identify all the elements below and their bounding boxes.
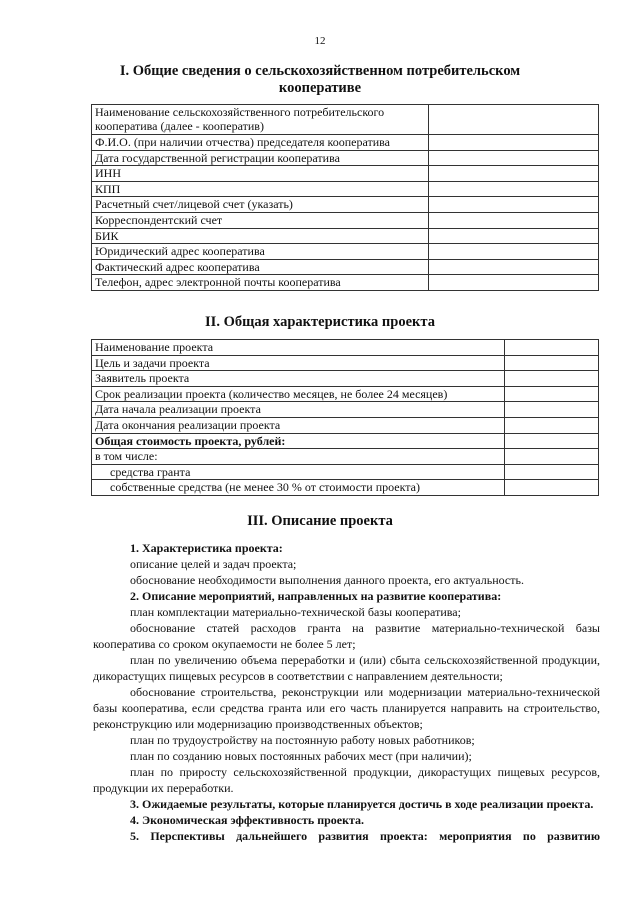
value-cell[interactable] [505, 433, 599, 449]
table-row [92, 371, 599, 387]
table-row [92, 464, 599, 480]
table-row [92, 449, 599, 465]
table-row [92, 275, 599, 291]
paragraph: обоснование строительства, реконструкции или модернизации материально-технической базы кооператива, если средства гранта или его часть планируется направить на строительство, реконструкцию или модернизацию производственных объектов; [93, 685, 600, 731]
subheading: 4. Экономическая эффективность проекта. [130, 813, 365, 827]
section2-title: II. Общая характеристика проекта [205, 314, 435, 330]
table-row [92, 386, 599, 402]
value-cell[interactable] [505, 417, 599, 433]
project-info-table [91, 339, 599, 496]
paragraph: план по увеличению объема переработки и (или) сбыта сельскохозяйственной продукции, дикорастущих пищевых ресурсов в соответствии с направлением деятельности; [93, 653, 600, 683]
value-cell[interactable] [429, 181, 599, 197]
row-label: средства гранта [92, 464, 505, 480]
row-label: Корреспондентский счет [92, 212, 429, 228]
paragraph: описание целей и задач проекта; [130, 557, 297, 571]
subheading: 2. Описание мероприятий, направленных на развитие кооператива: [130, 589, 502, 603]
paragraph: план по созданию новых постоянных рабочих мест (при наличии); [130, 749, 472, 763]
row-label: Дата окончания реализации проекта [92, 417, 505, 433]
row-label: Расчетный счет/лицевой счет (указать) [92, 197, 429, 213]
table-row [92, 135, 599, 151]
table-row [92, 259, 599, 275]
project-description [93, 540, 600, 844]
row-label: в том числе: [92, 449, 505, 465]
value-cell[interactable] [429, 228, 599, 244]
value-cell[interactable] [505, 340, 599, 356]
table-row [92, 212, 599, 228]
subheading: 3. Ожидаемые результаты, которые планируется достичь в ходе реализации проекта. [130, 797, 594, 811]
row-label: Наименование сельскохозяйственного потребительского кооператива (далее - кооператив) [92, 105, 429, 135]
value-cell[interactable] [429, 135, 599, 151]
section1-title-line1: I. Общие сведения о сельскохозяйственном потребительском [119, 63, 521, 79]
table-row [92, 244, 599, 260]
subheading: 5. Перспективы дальнейшего развития проекта: мероприятия по развитию [130, 829, 600, 843]
row-label: Фактический адрес кооператива [92, 259, 429, 275]
table-row [92, 228, 599, 244]
row-label: Наименование проекта [92, 340, 505, 356]
row-label: Срок реализации проекта (количество месяцев, не более 24 месяцев) [92, 386, 505, 402]
row-label: Юридический адрес кооператива [92, 244, 429, 260]
table-row [92, 433, 599, 449]
section3-title: III. Описание проекта [247, 513, 393, 529]
value-cell[interactable] [429, 105, 599, 135]
value-cell[interactable] [429, 197, 599, 213]
value-cell[interactable] [505, 402, 599, 418]
value-cell[interactable] [505, 464, 599, 480]
row-label: КПП [92, 181, 429, 197]
row-label: собственные средства (не менее 30 % от стоимости проекта) [92, 480, 505, 496]
section1-title-line2: кооперативе [278, 80, 362, 96]
row-label: Цель и задачи проекта [92, 355, 505, 371]
subheading: 1. Характеристика проекта: [130, 541, 283, 555]
paragraph: обоснование статей расходов гранта на развитие материально-технической базы кооператива со сроком окупаемости не более 5 лет; [93, 621, 600, 651]
row-label: Ф.И.О. (при наличии отчества) председателя кооператива [92, 135, 429, 151]
row-label: ИНН [92, 166, 429, 182]
value-cell[interactable] [505, 386, 599, 402]
row-label: БИК [92, 228, 429, 244]
table-row [92, 355, 599, 371]
value-cell[interactable] [429, 259, 599, 275]
value-cell[interactable] [429, 212, 599, 228]
table-row [92, 402, 599, 418]
table-row [92, 340, 599, 356]
cooperative-info-table [91, 104, 599, 291]
section1-title [0, 63, 640, 97]
table-row [92, 480, 599, 496]
paragraph: план по приросту сельскохозяйственной продукции, дикорастущих пищевых ресурсов, продукции их переработки. [93, 765, 600, 795]
paragraph: обоснование необходимости выполнения данного проекта, его актуальность. [130, 573, 524, 587]
row-label: Общая стоимость проекта, рублей: [92, 433, 505, 449]
value-cell[interactable] [505, 480, 599, 496]
table-row [92, 150, 599, 166]
value-cell[interactable] [505, 449, 599, 465]
value-cell[interactable] [429, 275, 599, 291]
paragraph: план комплектации материально-технической базы кооператива; [130, 605, 461, 619]
paragraph: план по трудоустройству на постоянную работу новых работников; [130, 733, 475, 747]
page-number: 12 [314, 35, 326, 47]
table-row [92, 105, 599, 135]
value-cell[interactable] [429, 244, 599, 260]
value-cell[interactable] [505, 371, 599, 387]
value-cell[interactable] [429, 150, 599, 166]
value-cell[interactable] [429, 166, 599, 182]
row-label: Дата государственной регистрации кооператива [92, 150, 429, 166]
table-row [92, 166, 599, 182]
table-row [92, 181, 599, 197]
value-cell[interactable] [505, 355, 599, 371]
row-label: Заявитель проекта [92, 371, 505, 387]
row-label: Дата начала реализации проекта [92, 402, 505, 418]
table-row [92, 197, 599, 213]
row-label: Телефон, адрес электронной почты кооператива [92, 275, 429, 291]
table-row [92, 417, 599, 433]
